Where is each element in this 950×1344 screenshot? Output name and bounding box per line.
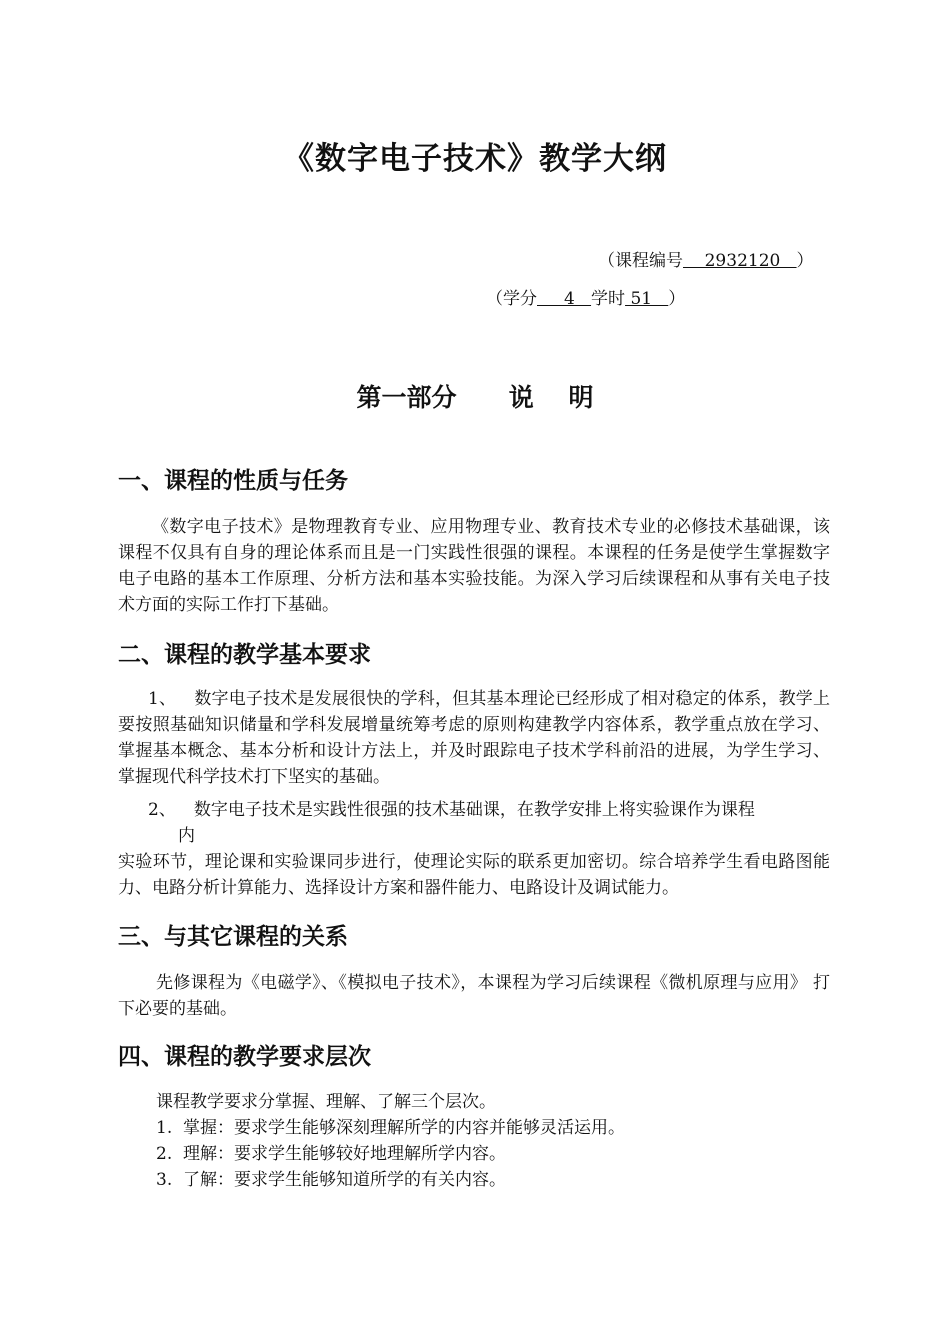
item-text: 数字电子技术是发展很快的学科，但其基本理论已经形成了相对稳定的体系，教学上要按照基础知识储量和学科发展增量统筹考虑的原则构建教学内容体系，教学重点放在学习、掌握基本概念、基本分析和设计方法上，并及时跟踪电子技术学科前沿的进展，为学生学习、掌握现代科学技术打下坚实的基础。 [118,689,830,787]
credits-suffix: ） [668,289,686,309]
item-number: 1、 [148,689,177,709]
requirement-item-2 [118,797,830,901]
section-heading-relations: 三、与其它课程的关系 [118,924,348,950]
section-paragraph-relations: 先修课程为《电磁学》、《模拟电子技术》，本课程为学习后续课程《微机原理与应用》 打下必要的基础。 [118,973,830,1019]
level-item-understand: 2. 理解：要求学生能够较好地理解所学内容。 [156,1144,507,1164]
item-text-line: 数字电子技术是实践性很强的技术基础课，在教学安排上将实验课作为课程 [193,800,755,820]
course-code-suffix: ） [796,251,814,271]
level-item-know: 3. 了解：要求学生能够知道所学的有关内容。 [156,1170,507,1190]
section-paragraph-nature: 《数字电子技术》是物理教育专业、应用物理专业、教育技术专业的必修技术基础课，该课程不仅具有自身的理论体系而且是一门实践性很强的课程。本课程的任务是使学生掌握数字电子电路的基本工作原理、分析方法和基本实验技能。为深入学习后续课程和从事有关电子技术方面的实际工作打下基础。 [118,517,830,615]
part-heading [0,378,950,414]
part-heading-text: 第一部分 说 明 [356,383,594,412]
item-number: 2、 [148,800,176,820]
course-code-value: 2932120 [683,251,797,271]
section-heading-levels: 四、课程的教学要求层次 [118,1044,371,1070]
document-title: 《数字电子技术》教学大纲 [283,141,667,177]
hours-value: 51 [625,289,669,309]
credits-line [486,284,685,309]
section-heading-requirements: 二、课程的教学基本要求 [118,642,371,668]
credits-label: （学分 [486,289,537,309]
levels-block [118,1089,830,1193]
item-wrap-char: 内 [178,826,195,846]
requirement-item-1 [118,686,830,790]
course-code-label: （课程编号 [598,251,683,271]
item-text-rest: 实验环节，理论课和实验课同步进行，使理论实际的联系更加密切。综合培养学生看电路图能力、电路分析计算能力、选择设计方案和器件能力、电路设计及调试能力。 [118,852,830,898]
course-code-line [598,246,814,271]
credits-value: 4 [537,289,592,309]
level-item-master: 1. 掌握：要求学生能够深刻理解所学的内容并能够灵活运用。 [156,1118,626,1138]
levels-intro: 课程教学要求分掌握、理解、了解三个层次。 [156,1092,496,1112]
section-heading-nature: 一、课程的性质与任务 [118,468,348,494]
hours-label: 学时 [591,289,626,309]
